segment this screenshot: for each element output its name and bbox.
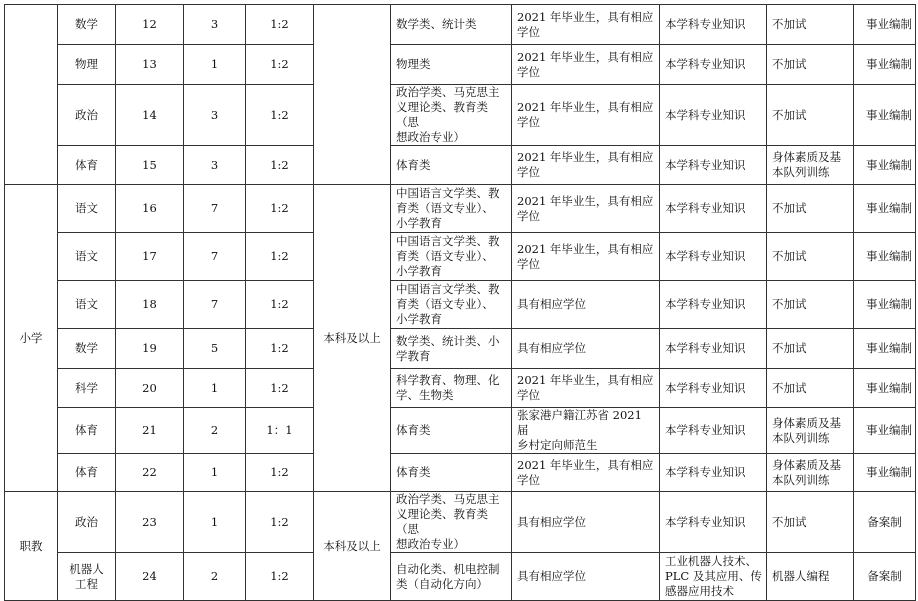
subject-cell: 体育 xyxy=(58,408,116,454)
major-cell: 物理类 xyxy=(391,45,512,85)
extra-test-cell: 不加试 xyxy=(767,369,854,408)
count-cell: 1 xyxy=(184,45,246,85)
requirement-cell: 具有相应学位 xyxy=(512,553,660,601)
code-cell: 17 xyxy=(116,233,184,281)
subject-cell: 政治 xyxy=(58,85,116,146)
staffing-cell: 事业编制 xyxy=(854,281,916,329)
requirement-cell: 2021 年毕业生，具有相应 学位 xyxy=(512,454,660,492)
staffing-cell: 事业编制 xyxy=(854,329,916,369)
requirement-cell: 张家港户籍江苏省 2021 届 乡村定向师范生 xyxy=(512,408,660,454)
level-cell-middle xyxy=(5,5,58,185)
subject-cell: 体育 xyxy=(58,146,116,185)
extra-test-cell: 不加试 xyxy=(767,492,854,553)
ratio-cell: 1:2 xyxy=(246,85,314,146)
level-cell-vocational: 职教 xyxy=(5,492,58,601)
major-cell: 数学类、统计类 xyxy=(391,5,512,45)
count-cell: 3 xyxy=(184,146,246,185)
staffing-cell: 事业编制 xyxy=(854,5,916,45)
requirement-cell: 2021 年毕业生，具有相应 学位 xyxy=(512,369,660,408)
recruitment-table xyxy=(4,4,916,601)
table-row xyxy=(5,408,916,454)
extra-test-cell: 不加试 xyxy=(767,329,854,369)
staffing-cell: 备案制 xyxy=(854,553,916,601)
level-cell-primary: 小学 xyxy=(5,185,58,492)
requirement-cell: 2021 年毕业生，具有相应 学位 xyxy=(512,5,660,45)
extra-test-cell: 身体素质及基 本队列训练 xyxy=(767,408,854,454)
table-row xyxy=(5,5,916,45)
count-cell: 7 xyxy=(184,281,246,329)
subject-cell: 数学 xyxy=(58,5,116,45)
exam-cell: 本学科专业知识 xyxy=(660,85,767,146)
education-cell-middle xyxy=(314,5,391,185)
education-cell-primary: 本科及以上 xyxy=(314,185,391,492)
count-cell: 7 xyxy=(184,233,246,281)
ratio-cell: 1:2 xyxy=(246,45,314,85)
table-row xyxy=(5,185,916,233)
code-cell: 14 xyxy=(116,85,184,146)
major-cell: 自动化类、机电控制 类（自动化方向） xyxy=(391,553,512,601)
subject-cell: 语文 xyxy=(58,281,116,329)
subject-cell: 科学 xyxy=(58,369,116,408)
staffing-cell: 事业编制 xyxy=(854,408,916,454)
ratio-cell: 1:2 xyxy=(246,185,314,233)
exam-cell: 工业机器人技术、 PLC 及其应用、传 感器应用技术 xyxy=(660,553,767,601)
requirement-cell: 2021 年毕业生，具有相应 学位 xyxy=(512,146,660,185)
subject-cell: 语文 xyxy=(58,185,116,233)
ratio-cell: 1:2 xyxy=(246,233,314,281)
code-cell: 21 xyxy=(116,408,184,454)
ratio-cell: 1:2 xyxy=(246,5,314,45)
code-cell: 16 xyxy=(116,185,184,233)
count-cell: 7 xyxy=(184,185,246,233)
major-cell: 体育类 xyxy=(391,454,512,492)
count-cell: 3 xyxy=(184,85,246,146)
extra-test-cell: 不加试 xyxy=(767,85,854,146)
exam-cell: 本学科专业知识 xyxy=(660,146,767,185)
exam-cell: 本学科专业知识 xyxy=(660,408,767,454)
exam-cell: 本学科专业知识 xyxy=(660,281,767,329)
exam-cell: 本学科专业知识 xyxy=(660,45,767,85)
count-cell: 2 xyxy=(184,408,246,454)
exam-cell: 本学科专业知识 xyxy=(660,492,767,553)
subject-cell: 物理 xyxy=(58,45,116,85)
code-cell: 13 xyxy=(116,45,184,85)
code-cell: 19 xyxy=(116,329,184,369)
table-row xyxy=(5,492,916,553)
code-cell: 20 xyxy=(116,369,184,408)
staffing-cell: 事业编制 xyxy=(854,233,916,281)
major-cell: 科学教育、物理、化 学、生物类 xyxy=(391,369,512,408)
extra-test-cell: 不加试 xyxy=(767,281,854,329)
table-row xyxy=(5,233,916,281)
major-cell: 数学类、统计类、小 学教育 xyxy=(391,329,512,369)
ratio-cell: 1:2 xyxy=(246,553,314,601)
major-cell: 体育类 xyxy=(391,146,512,185)
requirement-cell: 具有相应学位 xyxy=(512,329,660,369)
ratio-cell: 1:2 xyxy=(246,329,314,369)
requirement-cell: 具有相应学位 xyxy=(512,281,660,329)
requirement-cell: 具有相应学位 xyxy=(512,492,660,553)
count-cell: 2 xyxy=(184,553,246,601)
major-cell: 政治学类、马克思主 义理论类、教育类（思 想政治专业） xyxy=(391,492,512,553)
major-cell: 中国语言文学类、教 育类（语文专业）、 小学教育 xyxy=(391,281,512,329)
ratio-cell: 1:2 xyxy=(246,454,314,492)
ratio-cell: 1:2 xyxy=(246,146,314,185)
requirement-cell: 2021 年毕业生，具有相应 学位 xyxy=(512,85,660,146)
staffing-cell: 备案制 xyxy=(854,492,916,553)
subject-cell: 政治 xyxy=(58,492,116,553)
code-cell: 15 xyxy=(116,146,184,185)
exam-cell: 本学科专业知识 xyxy=(660,5,767,45)
major-cell: 中国语言文学类、教 育类（语文专业）、 小学教育 xyxy=(391,233,512,281)
major-cell: 中国语言文学类、教 育类（语文专业）、 小学教育 xyxy=(391,185,512,233)
table-row xyxy=(5,369,916,408)
count-cell: 3 xyxy=(184,5,246,45)
exam-cell: 本学科专业知识 xyxy=(660,369,767,408)
major-cell: 政治学类、马克思主 义理论类、教育类（思 想政治专业） xyxy=(391,85,512,146)
exam-cell: 本学科专业知识 xyxy=(660,233,767,281)
subject-cell: 语文 xyxy=(58,233,116,281)
staffing-cell: 事业编制 xyxy=(854,146,916,185)
requirement-cell: 2021 年毕业生，具有相应 学位 xyxy=(512,185,660,233)
subject-cell: 数学 xyxy=(58,329,116,369)
table-row xyxy=(5,329,916,369)
exam-cell: 本学科专业知识 xyxy=(660,454,767,492)
staffing-cell: 事业编制 xyxy=(854,454,916,492)
staffing-cell: 事业编制 xyxy=(854,85,916,146)
extra-test-cell: 不加试 xyxy=(767,233,854,281)
code-cell: 22 xyxy=(116,454,184,492)
ratio-cell: 1:2 xyxy=(246,369,314,408)
table-row xyxy=(5,85,916,146)
table-row xyxy=(5,45,916,85)
count-cell: 1 xyxy=(184,492,246,553)
count-cell: 1 xyxy=(184,369,246,408)
extra-test-cell: 不加试 xyxy=(767,45,854,85)
extra-test-cell: 机器人编程 xyxy=(767,553,854,601)
ratio-cell: 1：1 xyxy=(246,408,314,454)
count-cell: 5 xyxy=(184,329,246,369)
count-cell: 1 xyxy=(184,454,246,492)
extra-test-cell: 不加试 xyxy=(767,5,854,45)
exam-cell: 本学科专业知识 xyxy=(660,329,767,369)
extra-test-cell: 不加试 xyxy=(767,185,854,233)
extra-test-cell: 身体素质及基 本队列训练 xyxy=(767,454,854,492)
ratio-cell: 1:2 xyxy=(246,492,314,553)
staffing-cell: 事业编制 xyxy=(854,185,916,233)
extra-test-cell: 身体素质及基 本队列训练 xyxy=(767,146,854,185)
code-cell: 12 xyxy=(116,5,184,45)
table-row xyxy=(5,146,916,185)
requirement-cell: 2021 年毕业生，具有相应 学位 xyxy=(512,45,660,85)
code-cell: 18 xyxy=(116,281,184,329)
staffing-cell: 事业编制 xyxy=(854,45,916,85)
subject-cell: 机器人 工程 xyxy=(58,553,116,601)
requirement-cell: 2021 年毕业生，具有相应 学位 xyxy=(512,233,660,281)
code-cell: 23 xyxy=(116,492,184,553)
code-cell: 24 xyxy=(116,553,184,601)
education-cell-vocational: 本科及以上 xyxy=(314,492,391,601)
exam-cell: 本学科专业知识 xyxy=(660,185,767,233)
subject-cell: 体育 xyxy=(58,454,116,492)
major-cell: 体育类 xyxy=(391,408,512,454)
table-row xyxy=(5,454,916,492)
table-row xyxy=(5,281,916,329)
staffing-cell: 事业编制 xyxy=(854,369,916,408)
ratio-cell: 1:2 xyxy=(246,281,314,329)
